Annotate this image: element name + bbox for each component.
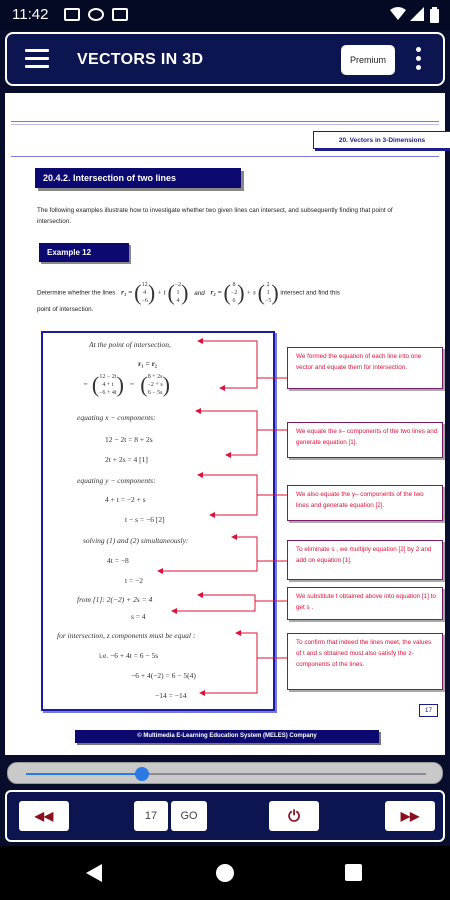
solution-line: −14 = −14 (155, 691, 187, 700)
line-1-label: r₁ = (121, 288, 135, 297)
solution-line: At the point of intersection, (89, 340, 171, 349)
solution-line: 2t + 2s = 4 [1] (105, 455, 148, 464)
section-title: 20.4.2. Intersection of two lines (35, 168, 241, 188)
solution-line: −6 + 4(−2) = 6 − 5(4) (131, 671, 196, 680)
solution-line: t = −2 (125, 576, 144, 585)
solution-line: 4 + t = −2 + s (105, 495, 146, 504)
app-bar (5, 32, 445, 86)
solution-line: equating y − components: (77, 476, 156, 485)
line-2-equation: r₂ = ( 8 −2 6 ) + s ( 2 1 −5 ) (210, 280, 279, 305)
statement-text-2: intersect and find this (280, 289, 340, 297)
menu-icon[interactable] (25, 49, 49, 69)
line-1-equation: r₁ = ( 12 4 −6 ) + t ( −2 1 4 ) (121, 280, 189, 305)
annotation-note: We formed the equation of each line into one vector and equate them for intersection. (287, 347, 443, 389)
battery-icon (430, 7, 439, 23)
home-icon[interactable] (215, 863, 235, 883)
gmail-notification-icon (64, 8, 80, 21)
example-title: Example 12 (39, 243, 129, 262)
solution-line: equating x − components: (77, 413, 156, 422)
solution-line: r₁ = r₂ (138, 359, 158, 368)
line-2-label: r₂ = (210, 288, 224, 297)
wifi-icon (390, 7, 406, 21)
bottom-controls (5, 790, 445, 842)
statement-and: and (194, 289, 205, 297)
vector-equation: = ( 12 − 2t 4 + t −6 + 4t ) = ( 8 + 2s −2 + s 6 − 5s ) (83, 372, 170, 397)
previous-page-button[interactable]: ◀◀ (19, 801, 69, 831)
page-footer: © Multimedia E-Learning Education System (MELES) Company (75, 730, 379, 743)
go-button[interactable]: GO (171, 801, 207, 831)
solution-line: from [1]: 2(−2) + 2s = 4 (77, 595, 153, 604)
slider-fill (26, 773, 142, 775)
annotation-note: We also equate the y– components of the two lines and generate equation [2]. (287, 485, 443, 521)
premium-button[interactable]: Premium (341, 45, 395, 75)
recents-icon[interactable] (345, 864, 362, 881)
statement-text-3: point of intersection. (37, 306, 94, 313)
annotation-note: We substitute t obtained above into equation [1] to get s . (287, 587, 443, 620)
solution-line: 12 − 2t = 8 + 2s (105, 435, 153, 444)
annotation-note: We equate the x– components of the two lines and generate equation [1]. (287, 422, 443, 458)
solution-line: i.e. −6 + 4t = 6 − 5s (99, 651, 159, 660)
app-notification-icon (112, 8, 128, 21)
annotation-note: To eliminate s , we multiply equation [2] by 2 and add on equation [1]. (287, 540, 443, 580)
page-number-input[interactable]: 17 (134, 801, 168, 831)
solution-line: t − s = −6 [2] (125, 515, 165, 524)
system-navigation-bar (0, 846, 450, 900)
solution-line: 4t = −8 (107, 556, 129, 565)
solution-line: for intersection, z components must be equal : (57, 631, 196, 640)
page-slider[interactable] (7, 762, 443, 784)
statement-text: Determine whether the lines (37, 289, 116, 297)
app-title: VECTORS IN 3D (77, 51, 204, 68)
power-button[interactable]: ⏻ (269, 801, 319, 831)
sync-notification-icon (88, 8, 104, 21)
solution-line: s = 4 (131, 612, 146, 621)
more-options-icon[interactable] (414, 47, 422, 73)
page-number: 17 (419, 704, 438, 717)
next-page-button[interactable]: ▶▶ (385, 801, 435, 831)
status-bar (0, 0, 450, 30)
chapter-label: 20. Vectors in 3-Dimensions (313, 131, 450, 149)
status-time: 11:42 (12, 6, 49, 23)
back-icon[interactable] (86, 864, 102, 882)
book-page (5, 93, 445, 755)
slider-thumb[interactable] (135, 767, 149, 781)
solution-line: solving (1) and (2) simultaneously: (83, 536, 189, 545)
intro-text: The following examples illustrate how to investigate whether two given lines can intersect, and subsequently finding that point of intersection. (37, 207, 393, 225)
annotation-note: To confirm that indeed the lines meet, the values of t and s obtained must also satisfy the z-components of the lines. (287, 633, 443, 690)
cell-signal-icon (410, 7, 424, 21)
